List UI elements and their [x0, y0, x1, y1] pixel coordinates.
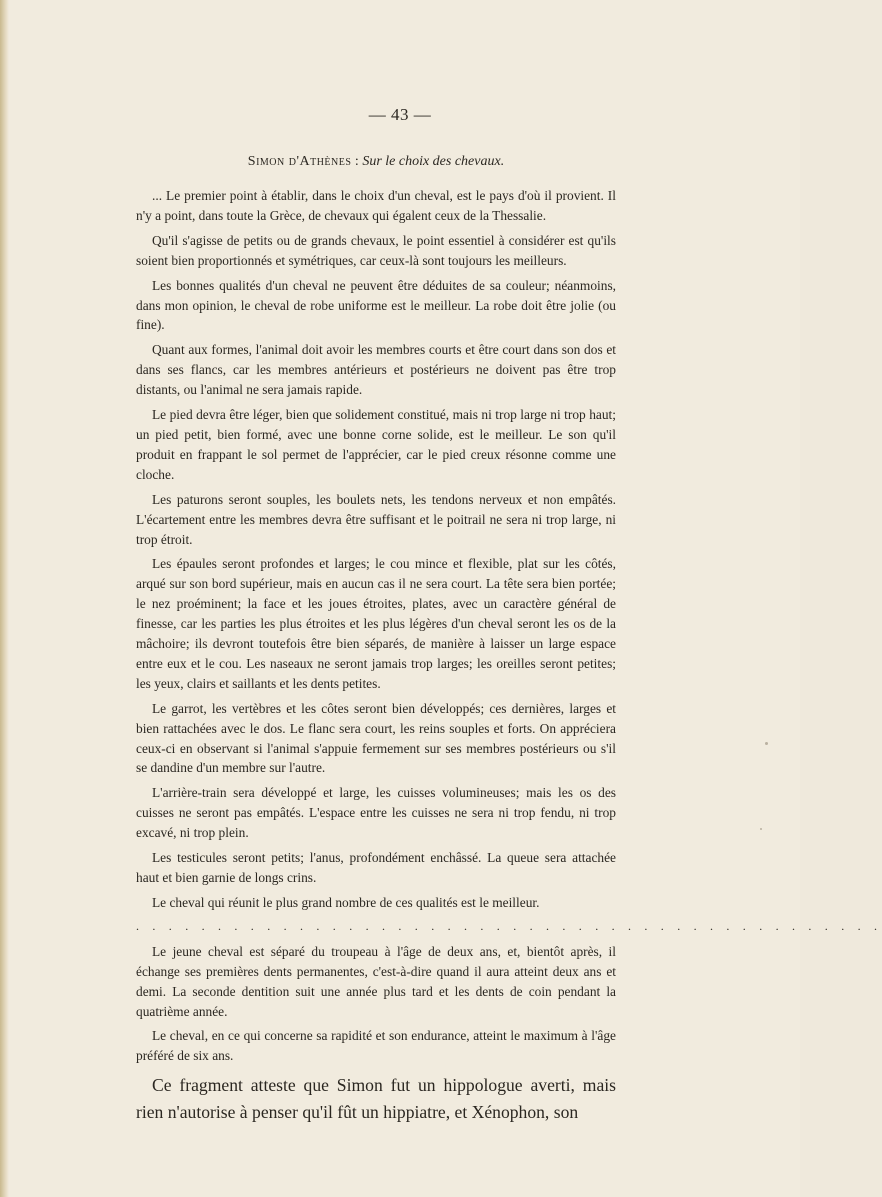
- paragraph: Les testicules seront petits; l'anus, profondément enchâssé. La queue sera attachée haut et bien garnie de longs crins.: [136, 850, 616, 885]
- heading-author: Simon d'Athènes: [247, 154, 352, 169]
- page-number: — 43 —: [368, 105, 432, 124]
- paper-speck: [765, 742, 768, 745]
- paragraph: Le cheval, en ce qui concerne sa rapidité et son endurance, atteint le maximum à l'âge préféré de six ans.: [136, 1028, 616, 1064]
- paragraph: L'arrière-train sera développé et large, les cuisses volumineuses; mais les os des cuisses ne seront pas empâtés. L'espace entre les cuisses ne sera ni trop fendu, ni trop excavé, ni trop plein.: [136, 785, 616, 841]
- paragraph: ... Le premier point à établir, dans le choix d'un cheval, est le pays d'où il provient. Il n'y a point, dans toute la Grèce, de chevaux qui égalent ceux de la Thessalie.: [136, 188, 616, 223]
- page-binding-edge: [0, 0, 9, 1197]
- commentary-paragraph: Ce fragment atteste que Simon fut un hippologue averti, mais rien n'autorise à penser qu'il fût un hippiatre, et Xénophon, son: [136, 1075, 616, 1123]
- ellipsis-separator: . . . . . . . . . . . . . . . . . . . . . . . . . . . . . . . . . . . . . . . . . . . . . .: [136, 918, 882, 933]
- paper-speck: [760, 828, 762, 830]
- paragraph: Qu'il s'agisse de petits ou de grands chevaux, le point essentiel à considérer est qu'ils soient bien proportionnés et symétriques, car ceux-là sont toujours les meilleurs.: [136, 232, 616, 268]
- paragraph: Le garrot, les vertèbres et les côtes seront bien développés; ces dernières, larges et bien rattachées avec le dos. Le flanc sera court, les reins souples et forts. On appréciera ceux-ci en observant si l'animal s'appuie fermement sur ses membres postérieurs ou s'il se dandine d'un membre sur l'autre.: [136, 700, 616, 776]
- paragraph: Le pied devra être léger, bien que solidement constitué, mais ni trop large ni trop haut; un pied petit, bien formé, avec une bonne corne solide, est le meilleur. Le son qu'il produit en frappant le sol permet de l'apprécier, car le pied creux résonne comme une cloche.: [136, 407, 616, 482]
- paragraph: Le jeune cheval est séparé du troupeau à l'âge de deux ans, et, bientôt après, il échange ses premières dents permanentes, c'est-à-dire quand il aura atteint deux ans et demi. La seconde dentition suit une année plus tard et les dents de coin pendant la quatrième année.: [136, 943, 616, 1019]
- paragraph: Les épaules seront profondes et larges; le cou mince et flexible, plat sur les côtés, arqué sur son bord supérieur, mais en aucun cas il ne sera court. La tête sera bien portée; le nez proéminent; la face et les joues étroites, plates, avec un caractère général de finesse, car les parties les plus étroites et les plus légères d'un cheval seront les os de la mâchoire; ils devront toutefois être bien séparés, de manière à laisser un large espace entre eux et le cou. Les naseaux ne seront jamais trop larges; les oreilles seront petites; les yeux, clairs et saillants et les dents petites.: [136, 556, 616, 691]
- heading-separator: :: [351, 154, 363, 169]
- paragraph: Le cheval qui réunit le plus grand nombre de ces qualités est le meilleur.: [152, 894, 540, 910]
- paragraph: Les paturons seront souples, les boulets nets, les tendons nerveux et non empâtés. L'écartement entre les membres devra être suffisant et le poitrail ne sera ni trop large, ni trop étroit.: [136, 491, 616, 547]
- section-heading: [136, 152, 616, 172]
- paragraph: Quant aux formes, l'animal doit avoir les membres courts et être court dans son dos et dans ses flancs, car les membres antérieurs et postérieurs ne doivent pas être trop distants, ou l'animal ne sera jamais rapide.: [136, 342, 616, 398]
- heading-work-title: Sur le choix des chevaux.: [362, 154, 505, 169]
- text-body: [136, 152, 882, 1144]
- paragraph: Les bonnes qualités d'un cheval ne peuvent être déduites de sa couleur; néanmoins, dans mon opinion, le cheval de robe uniforme est le meilleur. La robe doit être jolie (ou fine).: [136, 277, 616, 333]
